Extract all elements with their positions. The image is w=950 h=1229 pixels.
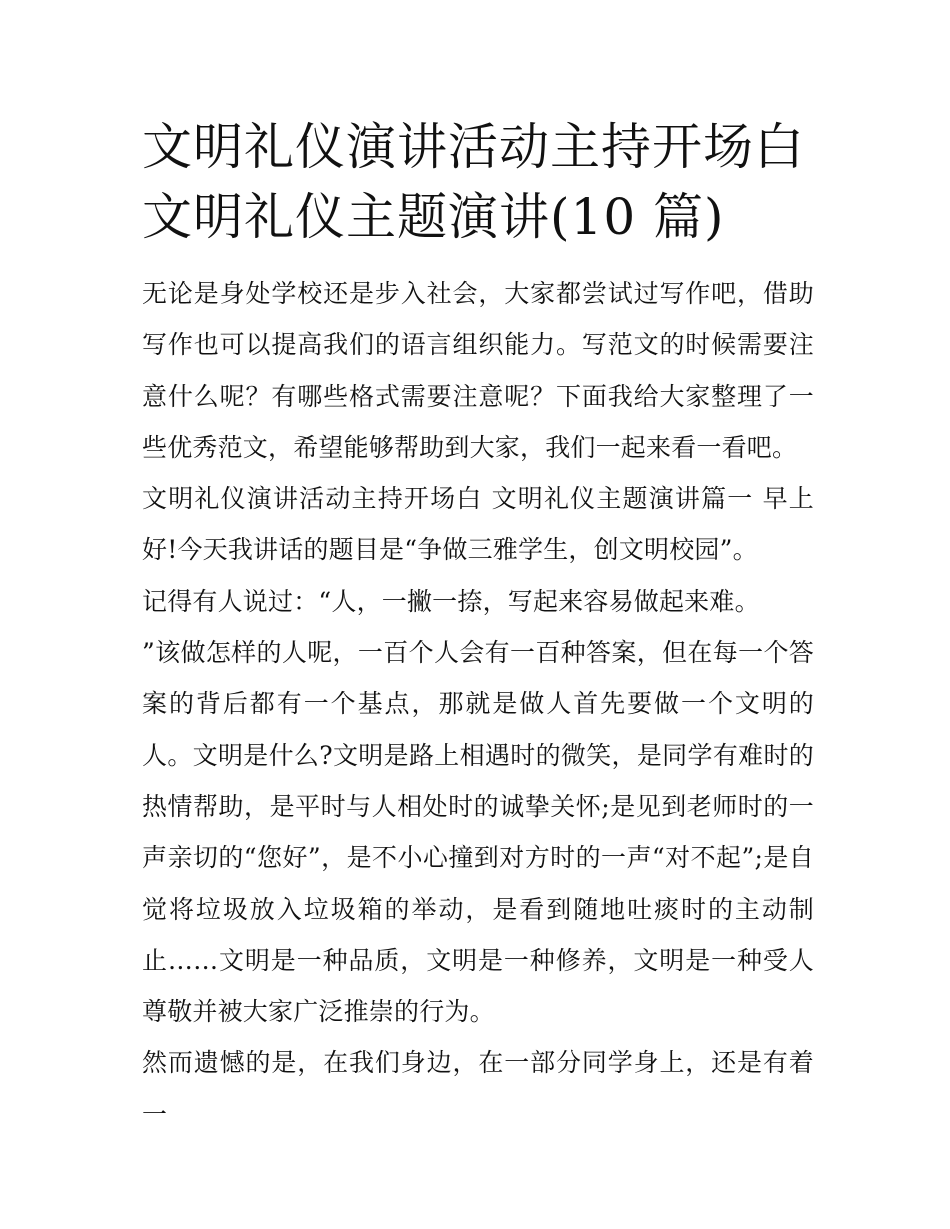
paragraph-intro: 无论是身处学校还是步入社会，大家都尝试过写作吧，借助写作也可以提高我们的语言组织能力。写范文的时候需要注意什么呢？有哪些格式需要注意呢？下面我给大家整理了一些优秀范文，希望能够帮助到大家，我们一起来看一看吧。 [142, 279, 814, 462]
document-page [142, 112, 814, 1140]
document-body [142, 268, 814, 1140]
document-title [142, 112, 814, 252]
title-line-1: 文明礼仪演讲活动主持开场白 [142, 118, 805, 176]
paragraph-regret: 然而遗憾的是，在我们身边，在一部分同学身上，还是有着一 [142, 1048, 814, 1129]
title-line-2: 文明礼仪主题演讲(10 篇) [142, 188, 725, 246]
paragraph-quote: 记得有人说过：“人，一撇一捺，写起来容易做起来难。 [142, 586, 760, 616]
paragraph-civilization: ”该做怎样的人呢，一百个人会有一百种答案，但在每一个答案的背后都有一个基点，那就是做人首先要做一个文明的人。文明是什么?文明是路上相遇时的微笑，是同学有难时的热情帮助，是平时与人相处时的诚挚关怀;是见到老师时的一声亲切的“您好”，是不小心撞到对方时的一声“对不起”;是自觉将垃圾放入垃圾箱的举动，是看到随地吐痰时的主动制止……文明是一种品质，文明是一种修养，文明是一种受人尊敬并被大家广泛推崇的行为。 [142, 638, 814, 1027]
paragraph-greeting: 文明礼仪演讲活动主持开场白 文明礼仪主题演讲篇一 早上好!今天我讲话的题目是“争做三雅学生，创文明校园”。 [142, 484, 814, 565]
